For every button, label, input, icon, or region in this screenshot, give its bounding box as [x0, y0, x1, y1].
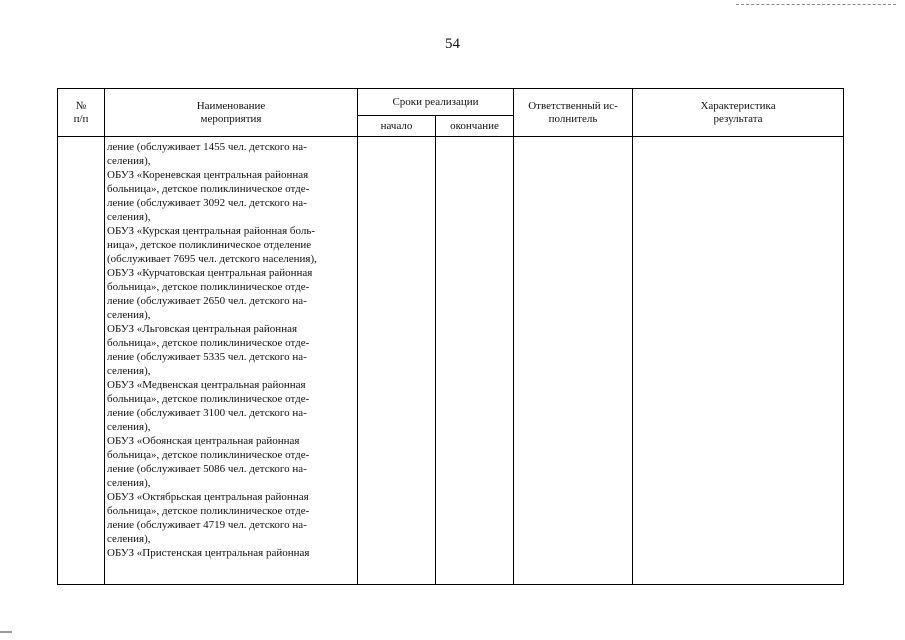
name-line: больница», детское поликлиническое отде-	[107, 183, 310, 195]
header-responsible	[514, 89, 633, 137]
name-line: ление (обслуживает 3092 чел. детского на-	[107, 197, 307, 209]
header-responsible-line2: полнитель	[548, 112, 598, 125]
cell-end	[436, 137, 514, 585]
header-name	[105, 89, 358, 137]
cell-start	[358, 137, 436, 585]
name-line: селения),	[107, 477, 151, 489]
name-line: селения),	[107, 533, 151, 545]
name-line: ление (обслуживает 5086 чел. детского на-	[107, 463, 307, 475]
name-line: ОБУЗ «Курчатовская центральная районная	[107, 267, 313, 279]
header-responsible-line1: Ответственный ис-	[528, 99, 618, 112]
activities-table	[57, 88, 844, 585]
name-line: больница», детское поликлиническое отде-	[107, 505, 310, 517]
name-line: больница», детское поликлиническое отде-	[107, 337, 310, 349]
cell-name	[105, 137, 358, 585]
name-line: ление (обслуживает 2650 чел. детского на-	[107, 295, 307, 307]
table-header	[58, 89, 844, 137]
name-line: селения),	[107, 365, 151, 377]
header-start: начало	[358, 116, 436, 137]
name-line: ница», детское поликлиническое отделение	[107, 239, 312, 251]
header-number-line2: п/п	[73, 112, 89, 125]
name-line: селения),	[107, 421, 151, 433]
header-period: Сроки реализации	[358, 89, 514, 116]
header-name-line2: мероприятия	[200, 112, 262, 125]
name-line: ОБУЗ «Обоянская центральная районная	[107, 435, 300, 447]
name-line: ОБУЗ «Пристенская центральная районная	[107, 547, 310, 559]
header-end: окончание	[436, 116, 514, 137]
name-line: (обслуживает 7695 чел. детского населения),	[107, 253, 317, 265]
table-body	[58, 137, 844, 585]
name-line: селения),	[107, 155, 151, 167]
header-result-line2: результата	[713, 112, 763, 125]
header-number-line1: №	[75, 99, 87, 112]
name-line: больница», детское поликлиническое отде-	[107, 449, 310, 461]
name-line: селения),	[107, 309, 151, 321]
header-name-line1: Наименование	[196, 99, 266, 112]
header-number	[58, 89, 105, 137]
name-line: ОБУЗ «Медвенская центральная районная	[107, 379, 306, 391]
header-result-line1: Характеристика	[700, 99, 776, 112]
name-line: ОБУЗ «Льговская центральная районная	[107, 323, 298, 335]
cell-result	[633, 137, 844, 585]
cell-number	[58, 137, 105, 585]
name-line: ОБУЗ «Октябрьская центральная районная	[107, 491, 309, 503]
page-number: 54	[445, 36, 460, 52]
header-result	[633, 89, 844, 137]
top-edge-rule	[736, 4, 896, 5]
name-line: ление (обслуживает 3100 чел. детского на-	[107, 407, 307, 419]
table-row	[58, 137, 844, 585]
cell-responsible	[514, 137, 633, 585]
name-line: больница», детское поликлиническое отде-	[107, 281, 310, 293]
name-line: селения),	[107, 211, 151, 223]
scan-artifact-mark	[0, 631, 12, 633]
name-line: больница», детское поликлиническое отде-	[107, 393, 310, 405]
name-line: ОБУЗ «Кореневская центральная районная	[107, 169, 309, 181]
name-line: ОБУЗ «Курская центральная районная боль-	[107, 225, 316, 237]
name-line: ление (обслуживает 5335 чел. детского на-	[107, 351, 307, 363]
name-line: ление (обслуживает 4719 чел. детского на-	[107, 519, 307, 531]
name-line: ление (обслуживает 1455 чел. детского на-	[107, 141, 307, 153]
